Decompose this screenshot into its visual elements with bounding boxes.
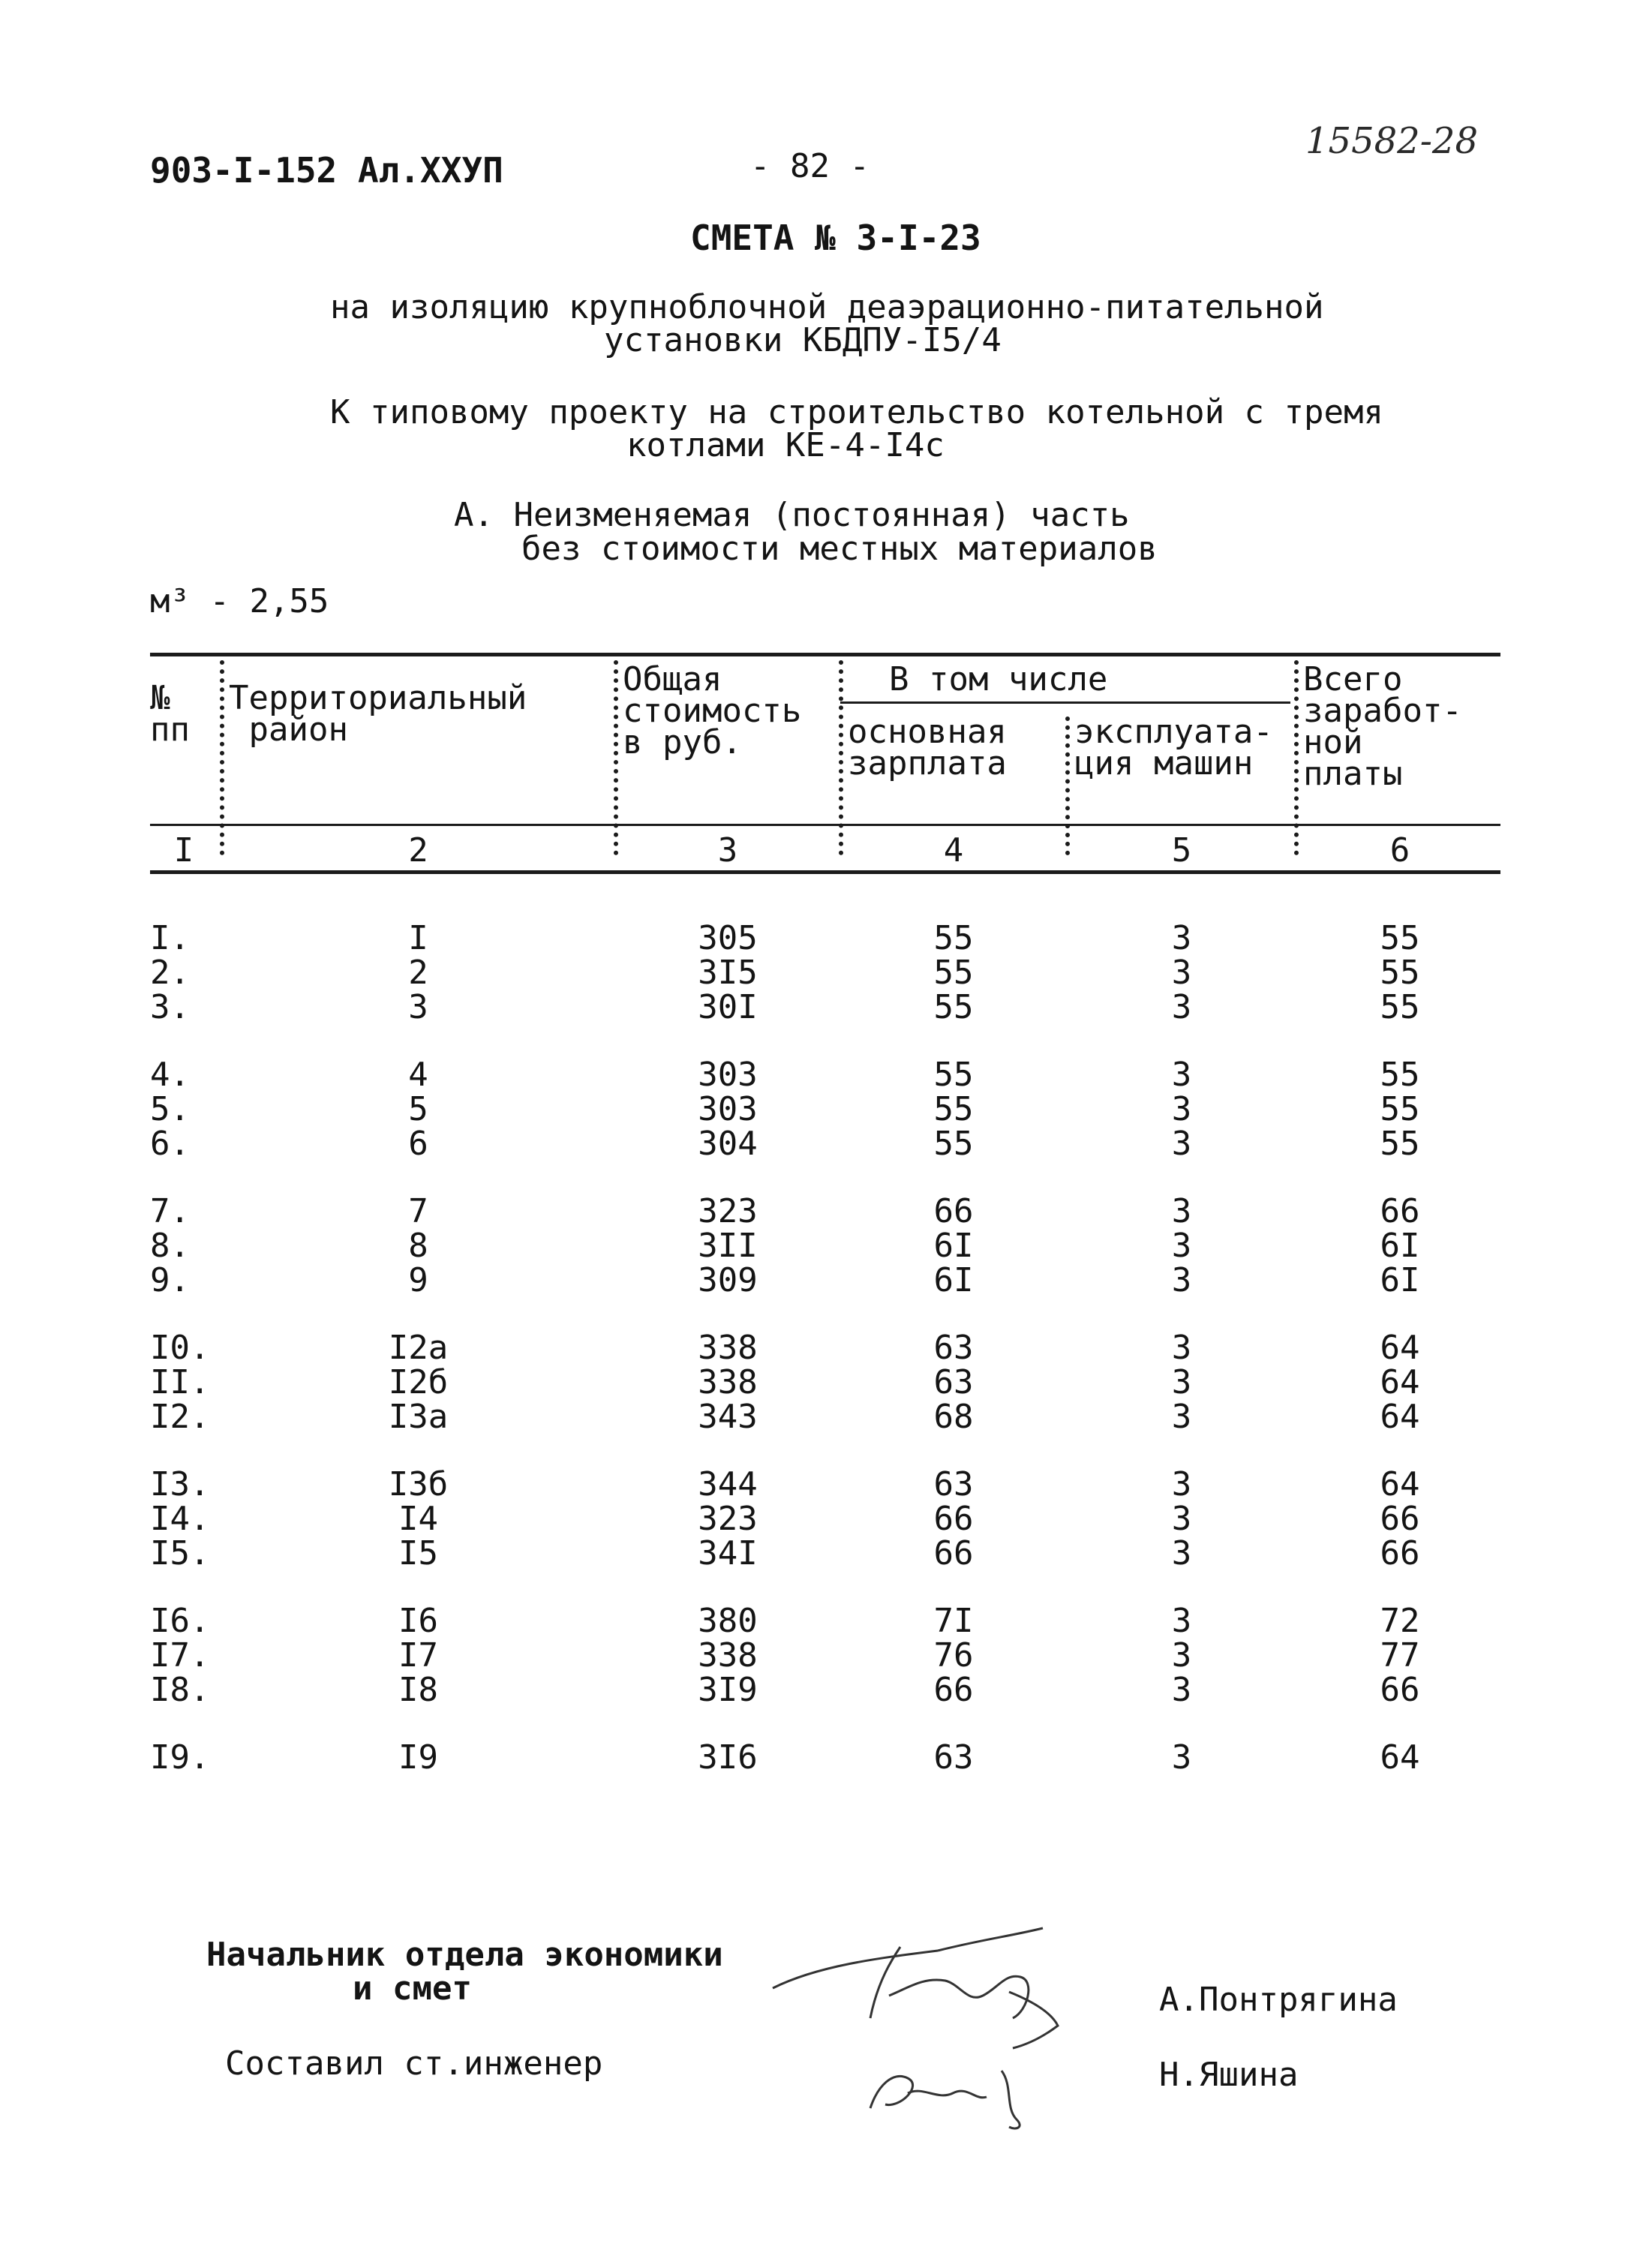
column-separator [1294, 660, 1299, 855]
row-number: I7. [150, 1636, 210, 1675]
base-salary-cell: 55 [933, 919, 974, 957]
total-wages-cell: 55 [1380, 988, 1420, 1026]
region-cell: 2 [408, 954, 428, 992]
total-cost-cell: 3II [698, 1227, 758, 1265]
row-number: 9. [150, 1261, 190, 1299]
row-number: I. [150, 919, 190, 957]
total-cost-cell: 304 [698, 1125, 758, 1163]
machine-cost-cell: 3 [1171, 1090, 1192, 1128]
row-number: I8. [150, 1671, 210, 1709]
header-total-cost: Общая стоимость в руб. [623, 660, 802, 762]
region-cell: I6 [398, 1602, 438, 1640]
volume-label: м³ - 2,55 [150, 582, 329, 620]
machine-cost-cell: 3 [1171, 1398, 1192, 1436]
compiler-name: Н.Яшина [1159, 2056, 1299, 2094]
base-salary-cell: 55 [933, 1125, 974, 1163]
head-signature [758, 1906, 1088, 2059]
base-salary-cell: 55 [933, 988, 974, 1026]
row-number: 6. [150, 1125, 190, 1163]
total-cost-cell: 380 [698, 1602, 758, 1640]
column-number: I [173, 831, 194, 870]
head-name: А.Понтрягина [1159, 1981, 1398, 2019]
total-cost-cell: 3I6 [698, 1738, 758, 1777]
base-salary-cell: 7I [933, 1602, 974, 1640]
row-number: I4. [150, 1500, 210, 1538]
archive-number: 15582-28 [1305, 120, 1478, 162]
column-separator [839, 660, 843, 855]
head-title-line-2: и смет [353, 1969, 472, 2008]
total-wages-cell: 64 [1380, 1329, 1420, 1367]
header-including: В том числе [889, 660, 1108, 698]
table-top-rule [150, 653, 1500, 656]
total-wages-cell: 55 [1380, 1125, 1420, 1163]
machine-cost-cell: 3 [1171, 1636, 1192, 1675]
machine-cost-cell: 3 [1171, 1500, 1192, 1538]
base-salary-cell: 63 [933, 1363, 974, 1401]
total-cost-cell: 323 [698, 1500, 758, 1538]
region-cell: I [408, 919, 428, 957]
project-line-1: К типовому проекту на строительство котельной с тремя [330, 393, 1383, 431]
column-number: 4 [943, 831, 964, 870]
column-number: 5 [1171, 831, 1192, 870]
section-line-1: А. Неизменяемая (постоянная) часть [454, 496, 1130, 534]
total-wages-cell: 64 [1380, 1738, 1420, 1777]
region-cell: I4 [398, 1500, 438, 1538]
header-machine-operation: эксплуата- ция машин [1074, 713, 1273, 783]
machine-cost-cell: 3 [1171, 1534, 1192, 1573]
machine-cost-cell: 3 [1171, 1602, 1192, 1640]
column-number: 2 [408, 831, 428, 870]
row-number: I9. [150, 1738, 210, 1777]
region-cell: 4 [408, 1056, 428, 1094]
head-title-line-1: Начальник отдела экономики [206, 1936, 723, 1974]
total-cost-cell: 338 [698, 1636, 758, 1675]
base-salary-cell: 55 [933, 954, 974, 992]
machine-cost-cell: 3 [1171, 1329, 1192, 1367]
row-number: II. [150, 1363, 210, 1401]
header-base-salary: основная зарплата [848, 713, 1007, 783]
total-wages-cell: 64 [1380, 1398, 1420, 1436]
total-wages-cell: 55 [1380, 954, 1420, 992]
machine-cost-cell: 3 [1171, 1363, 1192, 1401]
base-salary-cell: 6I [933, 1227, 974, 1265]
machine-cost-cell: 3 [1171, 1465, 1192, 1503]
region-cell: 8 [408, 1227, 428, 1265]
machine-cost-cell: 3 [1171, 1738, 1192, 1777]
compiler-title: Составил ст.инженер [225, 2044, 603, 2083]
region-cell: I5 [398, 1534, 438, 1573]
machine-cost-cell: 3 [1171, 1056, 1192, 1094]
header-number: № пп [150, 679, 190, 749]
base-salary-cell: 66 [933, 1534, 974, 1573]
base-salary-cell: 66 [933, 1192, 974, 1230]
compiler-signature [855, 2041, 1050, 2134]
row-number: 4. [150, 1056, 190, 1094]
machine-cost-cell: 3 [1171, 1192, 1192, 1230]
total-cost-cell: 34I [698, 1534, 758, 1573]
row-number: I6. [150, 1602, 210, 1640]
total-cost-cell: 305 [698, 919, 758, 957]
total-cost-cell: 30I [698, 988, 758, 1026]
row-number: 2. [150, 954, 190, 992]
machine-cost-cell: 3 [1171, 1227, 1192, 1265]
total-wages-cell: 64 [1380, 1465, 1420, 1503]
total-wages-cell: 55 [1380, 1090, 1420, 1128]
machine-cost-cell: 3 [1171, 954, 1192, 992]
row-number: I0. [150, 1329, 210, 1367]
region-cell: I8 [398, 1671, 438, 1709]
total-wages-cell: 55 [1380, 919, 1420, 957]
total-cost-cell: 303 [698, 1090, 758, 1128]
total-cost-cell: 323 [698, 1192, 758, 1230]
region-cell: I3б [388, 1465, 449, 1503]
total-wages-cell: 72 [1380, 1602, 1420, 1640]
total-wages-cell: 66 [1380, 1671, 1420, 1709]
total-cost-cell: 3I5 [698, 954, 758, 992]
region-cell: 3 [408, 988, 428, 1026]
group-underline [840, 701, 1290, 704]
region-cell: I2б [388, 1363, 449, 1401]
region-cell: I3а [388, 1398, 449, 1436]
base-salary-cell: 55 [933, 1090, 974, 1128]
region-cell: 9 [408, 1261, 428, 1299]
total-wages-cell: 66 [1380, 1192, 1420, 1230]
total-cost-cell: 338 [698, 1329, 758, 1367]
column-separator [220, 660, 224, 855]
subject-line-2: установки КБДПУ-I5/4 [604, 321, 1002, 359]
base-salary-cell: 63 [933, 1465, 974, 1503]
section-line-2: без стоимости местных материалов [521, 530, 1158, 568]
total-wages-cell: 55 [1380, 1056, 1420, 1094]
machine-cost-cell: 3 [1171, 1261, 1192, 1299]
project-line-2: котлами КЕ-4-I4с [626, 426, 945, 464]
total-wages-cell: 66 [1380, 1500, 1420, 1538]
base-salary-cell: 76 [933, 1636, 974, 1675]
base-salary-cell: 66 [933, 1500, 974, 1538]
page-number: - 82 - [750, 147, 870, 185]
region-cell: I9 [398, 1738, 438, 1777]
column-number: 3 [717, 831, 738, 870]
total-wages-cell: 66 [1380, 1534, 1420, 1573]
region-cell: I7 [398, 1636, 438, 1675]
total-wages-cell: 64 [1380, 1363, 1420, 1401]
column-separator [614, 660, 618, 855]
column-number: 6 [1389, 831, 1410, 870]
machine-cost-cell: 3 [1171, 988, 1192, 1026]
base-salary-cell: 6I [933, 1261, 974, 1299]
region-cell: 5 [408, 1090, 428, 1128]
base-salary-cell: 66 [933, 1671, 974, 1709]
region-cell: 7 [408, 1192, 428, 1230]
header-total-wages: Всего заработ- ной платы [1303, 660, 1462, 793]
header-region: Территориальный район [229, 679, 527, 749]
row-number: I3. [150, 1465, 210, 1503]
base-salary-cell: 63 [933, 1329, 974, 1367]
base-salary-cell: 68 [933, 1398, 974, 1436]
total-wages-cell: 6I [1380, 1227, 1420, 1265]
row-number: I2. [150, 1398, 210, 1436]
base-salary-cell: 63 [933, 1738, 974, 1777]
total-wages-cell: 77 [1380, 1636, 1420, 1675]
region-cell: I2а [388, 1329, 449, 1367]
total-cost-cell: 3I9 [698, 1671, 758, 1709]
total-wages-cell: 6I [1380, 1261, 1420, 1299]
total-cost-cell: 343 [698, 1398, 758, 1436]
subject-line-1: на изоляцию крупноблочной деаэрационно-питательной [330, 288, 1324, 326]
total-cost-cell: 344 [698, 1465, 758, 1503]
total-cost-cell: 309 [698, 1261, 758, 1299]
row-number: 3. [150, 988, 190, 1026]
region-cell: 6 [408, 1125, 428, 1163]
row-number: I5. [150, 1534, 210, 1573]
machine-cost-cell: 3 [1171, 1125, 1192, 1163]
row-number: 8. [150, 1227, 190, 1265]
column-number-rule [150, 870, 1500, 874]
total-cost-cell: 338 [698, 1363, 758, 1401]
base-salary-cell: 55 [933, 1056, 974, 1094]
estimate-title: СМЕТА № 3-I-23 [690, 218, 981, 258]
row-number: 7. [150, 1192, 190, 1230]
machine-cost-cell: 3 [1171, 919, 1192, 957]
machine-cost-cell: 3 [1171, 1671, 1192, 1709]
total-cost-cell: 303 [698, 1056, 758, 1094]
row-number: 5. [150, 1090, 190, 1128]
document-code: 903-I-152 Ал.XXУП [150, 150, 503, 191]
column-separator [1065, 716, 1070, 855]
